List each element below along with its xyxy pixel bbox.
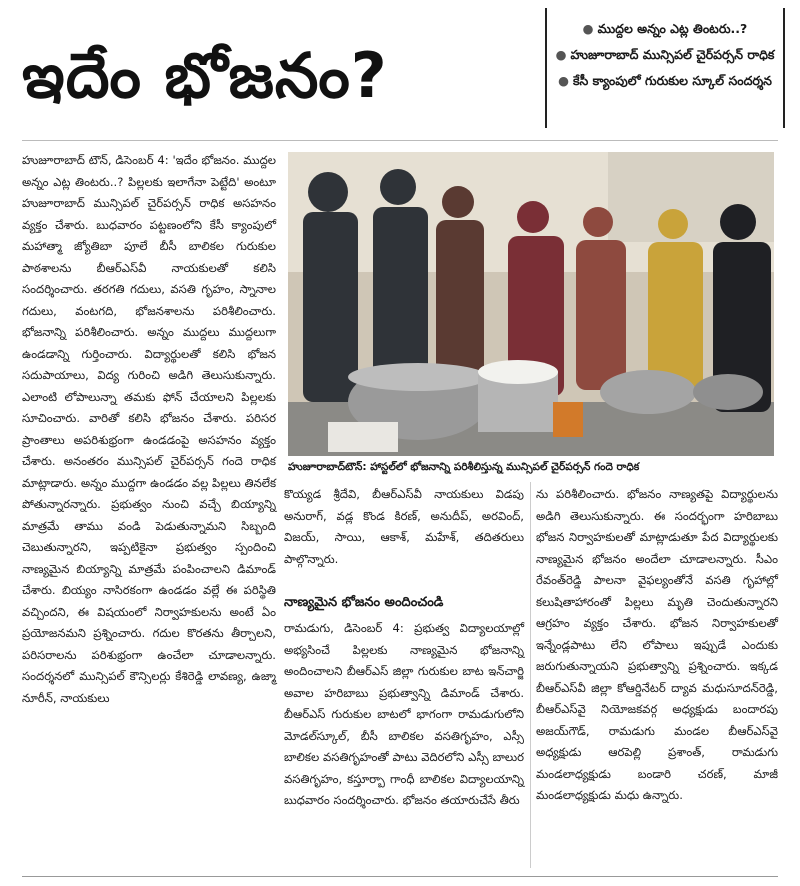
photo-caption: హుజూరాబాద్‌టౌన్: హాస్టల్‌లో భోజనాన్ని పరిశీలిస్తున్న మున్సిపల్ చైర్‌పర్సన్ గందె రాధిక xyxy=(288,461,640,473)
top-divider xyxy=(22,140,778,141)
article2-column-1 xyxy=(284,618,524,866)
article2-subhead: నాణ్యమైన భోజనం అందించండి xyxy=(284,595,444,610)
deck-item-3: ● కేసీ క్యాంపులో గురుకుల స్కూల్ సందర్శన xyxy=(558,73,772,88)
deck-item-1: ● ముద్దల అన్నం ఎట్ల తింటరు..? xyxy=(582,21,748,36)
article2-body-part2: ను పరిశీలించారు. భోజనం నాణ్యతపై విద్యార్థులను అడిగి తెలుసుకున్నారు. ఈ సందర్భంగా హరిబాబు భోజన నిర్వాహకులతో మాట్లాడుతూ పేద విద్యార్థులకు నాణ్యమైన భోజనం అందేలా చూడాలన్నారు. సీఎం రేవంత్‌రెడ్డి పాలనా వైఫల్యంతోనే వసతి గృహాల్లో కలుషితాహారంతో పిల్లలు మృతి చెందుతున్నారని ఆగ్రహం వ్యక్తం చేశారు. భోజన నిర్వాహకులతో ఇన్నేండ్లపాటు లేని లోపాలు ఇప్పుడే ఎందుకు జరుగుతున్నాయని ప్రభుత్వాన్ని ప్రశ్నించారు. ఇక్కడ బీఆర్‌ఎస్‌వీ జిల్లా కోఆర్డినేటర్ ద్యావ మధుసూదన్‌రెడ్డి, బీఆర్‌ఎస్‌వై నియోజకవర్గ అధ్యక్షుడు బందారపు అజయ్‌గౌడ్, రామడుగు మండల బీఆర్‌ఎస్‌వై అధ్యక్షుడు ఆరపెల్లి ప్రశాంత్, రామడుగు మండలాధ్యక్షుడు బండారి చరణ్, మాజీ మండలాధ్యక్షుడు మధు ఉన్నారు. xyxy=(536,487,778,802)
article1-column-2 xyxy=(284,484,524,580)
deck-item-2: ● హుజూరాబాద్ మున్సిపల్ చైర్‌పర్సన్ రాధిక xyxy=(555,47,775,62)
article-column-1 xyxy=(22,150,276,866)
article1-body-part1: హుజూరాబాద్ టౌన్, డిసెంబర్ 4: 'ఇదేం భోజనం. ముద్దల అన్నం ఎట్ల తింటరు..? పిల్లలకు ఇలాగేనా పెట్టేది' అంటూ హుజూరాబాద్ మున్సిపల్ చైర్‌పర్సన్ రాధిక అసహనం వ్యక్తం చేశారు. బుధవారం పట్టణంలోని కేసీ క్యాంపులో మహాత్మా జ్యోతిబా పూలే బీసీ బాలికల గురుకుల పాఠశాలను బీఆర్‌ఎస్‌వీ నాయకులతో కలిసి సందర్శించారు. తరగతి గదులు, వసతి గృహం, స్నానాల గదులు, వంటగది, భోజనశాలను పరిశీలించారు. భోజనాన్ని పరిశీలించారు. అన్నం ముద్దలు ముద్దలుగా ఉండడాన్ని గుర్తించారు. విద్యార్థులతో కలిసి భోజన సదుపాయాలు, విద్య గురించి అడిగి తెలుసుకున్నారు. ఎలాంటి లోపాలున్నా తమకు ఫోన్ చేయాలని పిల్లలకు సూచించారు. వారితో కలిసి భోజనం చేశారు. పరిసర ప్రాంతాలు అపరిశుభ్రంగా ఉండడంపై అసహనం వ్యక్తం చేశారు. అనంతరం మున్సిపల్ చైర్‌పర్సన్ గందె రాధిక మాట్లాడారు. అన్నం ముద్దగా ఉండడం వల్ల పిల్లలు తినలేక పోతున్నారన్నారు. ప్రభుత్వం నుంచి వచ్చే బియ్యాన్ని మాత్రమే తాము వండి పెడుతున్నామని సిబ్బంది చెబుతున్నారని, ఇప్పటికైనా ప్రభుత్వం స్పందించి నాణ్యమైన బియ్యాన్ని మాత్రమే పంపించాలని డిమాండ్ చేశారు. బియ్యం నాసిరకంగా ఉండడం వల్లే ఈ పరిస్థితి వచ్చిందని, ఈ విషయంలో నిర్వాహకులను అంటే ఏం ప్రయోజనమని ప్రశ్నించారు. గదుల కొరతను తీర్చాలని, పరిసరాలను పరిశుభ్రంగా ఉంచేలా చూడాలన్నారు. సందర్శనలో మున్సిపల్ కౌన్సిలర్లు కేశిరెడ్డి లావణ్య, ఉజ్మా నూరీన్, నాయకులు xyxy=(22,153,276,705)
kitchen-scene-photo xyxy=(288,152,774,456)
article1-body-part2: కొయ్యడ శ్రీదేవి, బీఆర్‌ఎస్‌వీ నాయకులు విడపు అనురాగ్, వడ్ల కొండ కిరణ్, అనుదీప్, అరవింద్, విజయ్, సాయి, ఆకాశ్, మహేశ్, తదితరులు పాల్గొన్నారు. xyxy=(284,487,524,566)
article2-column-2 xyxy=(536,484,778,866)
column-divider xyxy=(530,482,531,868)
article2-body-part1: రామడుగు, డిసెంబర్ 4: ప్రభుత్వ విద్యాలయాల్లో అభ్యసించే పిల్లలకు నాణ్యమైన భోజనాన్ని అందించాలని బీఆర్‌ఎస్ జిల్లా గురుకుల బాట ఇన్‌చార్జి అవాల హరిబాబు ప్రభుత్వాన్ని డిమాండ్ చేశారు. బీఆర్‌ఎస్ గురుకుల బాటలో భాగంగా రామడుగులోని మోడల్‌స్కూల్, బీసీ బాలికల వసతిగృహం, ఎస్సీ బాలికల వసతిగృహంతో పాటు వెదిరలోని ఎస్సీ బాలుర వసతిగృహం, కస్తూర్బా గాంధీ బాలికల విద్యాలయాన్ని బుధవారం సందర్శించారు. భోజనం తయారుచేసే తీరు xyxy=(284,621,524,807)
headline: ఇదేం భోజనం? xyxy=(22,39,388,112)
bullet-icon: ● xyxy=(582,21,594,36)
news-photo xyxy=(288,152,774,456)
bottom-divider xyxy=(22,876,778,877)
bullet-icon: ● xyxy=(555,47,567,62)
headline-deck xyxy=(545,8,785,128)
bullet-icon: ● xyxy=(558,73,569,88)
